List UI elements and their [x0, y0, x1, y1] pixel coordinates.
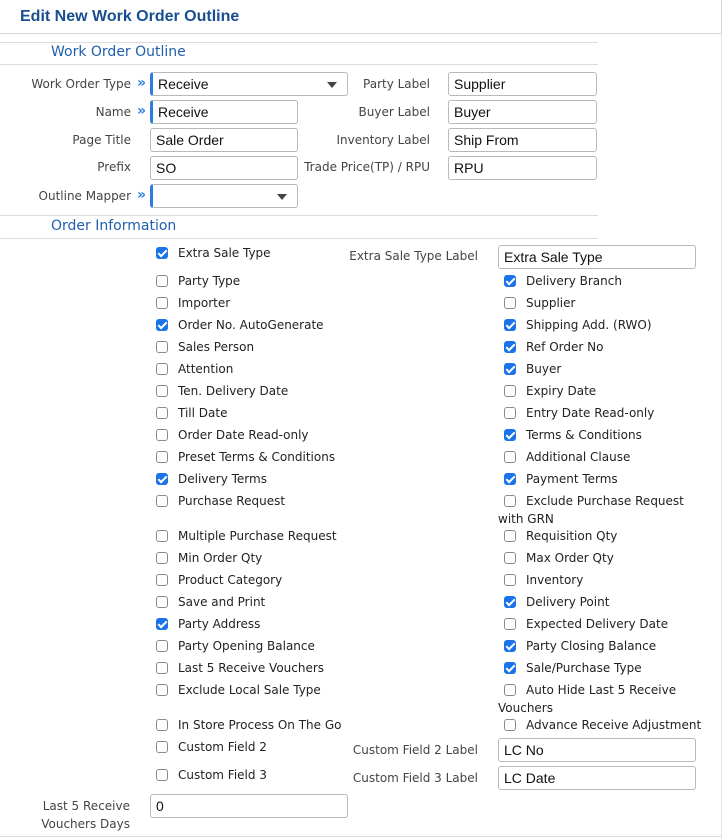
left-option-checkbox[interactable]	[156, 640, 168, 652]
left-option-checkbox-label[interactable]: In Store Process On The Go	[178, 718, 342, 732]
right-option-checkbox-label[interactable]: Supplier	[526, 296, 576, 310]
left-option-checkbox-label[interactable]: Importer	[178, 296, 231, 310]
left-option-checkbox[interactable]	[156, 297, 168, 309]
right-option-checkbox-label[interactable]: Terms & Conditions	[526, 428, 642, 442]
left-option-checkbox-label[interactable]: Till Date	[178, 406, 228, 420]
left-option-checkbox[interactable]	[156, 341, 168, 353]
left-option-checkbox-label[interactable]: Custom Field 2	[178, 740, 267, 754]
right-option-checkbox-label[interactable]: Exclude Purchase Request	[526, 494, 684, 508]
last5-days-label-line2: Vouchers Days	[41, 817, 130, 831]
right-option-checkbox[interactable]	[504, 495, 516, 507]
right-option-checkbox[interactable]	[504, 363, 516, 375]
section-heading-outline: Work Order Outline	[51, 44, 186, 60]
left-option-checkbox[interactable]	[156, 574, 168, 586]
custom-field-3-label-label: Custom Field 3 Label	[352, 771, 478, 785]
left-option-checkbox[interactable]	[156, 596, 168, 608]
left-option-checkbox-label[interactable]: Custom Field 3	[178, 768, 267, 782]
right-option-checkbox[interactable]	[504, 407, 516, 419]
left-option-checkbox[interactable]	[156, 429, 168, 441]
right-option-checkbox[interactable]	[504, 719, 516, 731]
page-title: Edit New Work Order Outline	[20, 8, 240, 25]
page-title-label: Page Title	[72, 133, 131, 147]
page-header	[0, 0, 722, 34]
left-option-checkbox-label[interactable]: Preset Terms & Conditions	[178, 450, 336, 464]
right-option-checkbox[interactable]	[504, 662, 516, 674]
trade-price-input[interactable]: RPU	[448, 156, 597, 180]
left-option-checkbox-label[interactable]: Extra Sale Type	[178, 246, 271, 260]
right-option-checkbox[interactable]	[504, 429, 516, 441]
right-option-checkbox-label[interactable]: Expiry Date	[526, 384, 597, 398]
extra-sale-type-label-input[interactable]: Extra Sale Type	[498, 245, 696, 269]
right-option-checkbox-label[interactable]: Delivery Point	[526, 595, 610, 609]
right-option-checkbox-label[interactable]: Sale/Purchase Type	[526, 661, 642, 675]
left-option-checkbox-label[interactable]: Party Address	[178, 617, 261, 631]
left-option-checkbox[interactable]	[156, 247, 168, 259]
left-option-checkbox[interactable]	[156, 719, 168, 731]
left-option-checkbox-label[interactable]: Ten. Delivery Date	[178, 384, 289, 398]
right-option-checkbox-label-cont: with GRN	[498, 512, 554, 526]
right-option-checkbox-label[interactable]: Buyer	[526, 362, 562, 376]
left-option-checkbox[interactable]	[156, 319, 168, 331]
chevron-down-icon	[277, 194, 287, 200]
left-option-checkbox[interactable]	[156, 618, 168, 630]
section-heading-order: Order Information	[51, 218, 177, 234]
left-option-checkbox[interactable]	[156, 684, 168, 696]
right-option-checkbox[interactable]	[504, 275, 516, 287]
required-arrow-icon: »	[137, 75, 145, 91]
left-option-checkbox[interactable]	[156, 495, 168, 507]
right-option-checkbox[interactable]	[504, 451, 516, 463]
left-option-checkbox[interactable]	[156, 552, 168, 564]
custom-field-3-label-input[interactable]: LC Date	[498, 766, 696, 790]
left-option-checkbox[interactable]	[156, 451, 168, 463]
page-title-input[interactable]: Sale Order	[150, 128, 298, 152]
right-option-checkbox[interactable]	[504, 574, 516, 586]
right-option-checkbox[interactable]	[504, 297, 516, 309]
page-right-border	[721, 0, 722, 840]
left-option-checkbox-label[interactable]: Min Order Qty	[178, 551, 263, 565]
buyer-label-label: Buyer Label	[358, 105, 430, 119]
left-option-checkbox-label[interactable]: Save and Print	[178, 595, 266, 609]
right-option-checkbox-label[interactable]: Max Order Qty	[526, 551, 614, 565]
name-label: Name	[95, 105, 131, 119]
left-option-checkbox[interactable]	[156, 662, 168, 674]
left-option-checkbox-label[interactable]: Order No. AutoGenerate	[178, 318, 324, 332]
section-divider	[0, 836, 722, 837]
right-option-checkbox-label-cont: Vouchers	[498, 701, 553, 715]
required-arrow-icon: »	[137, 103, 145, 119]
section-divider	[0, 42, 598, 43]
left-option-checkbox-label[interactable]: Multiple Purchase Request	[178, 529, 337, 543]
left-option-checkbox-label[interactable]: Delivery Terms	[178, 472, 267, 486]
right-option-checkbox[interactable]	[504, 596, 516, 608]
right-option-checkbox-label[interactable]: Requisition Qty	[526, 529, 618, 543]
prefix-label: Prefix	[97, 160, 131, 174]
right-option-checkbox[interactable]	[504, 640, 516, 652]
right-option-checkbox-label[interactable]: Delivery Branch	[526, 274, 622, 288]
right-option-checkbox[interactable]	[504, 319, 516, 331]
left-option-checkbox[interactable]	[156, 473, 168, 485]
inventory-label-input[interactable]: Ship From	[448, 128, 597, 152]
left-option-checkbox-label[interactable]: Purchase Request	[178, 494, 286, 508]
right-option-checkbox-label[interactable]: Auto Hide Last 5 Receive	[526, 683, 677, 697]
left-option-checkbox-label[interactable]: Sales Person	[178, 340, 255, 354]
right-option-checkbox-label[interactable]: Entry Date Read-only	[526, 406, 655, 420]
right-option-checkbox-label[interactable]: Additional Clause	[526, 450, 631, 464]
left-option-checkbox[interactable]	[156, 385, 168, 397]
last5-days-input[interactable]: 0	[150, 794, 348, 818]
right-option-checkbox[interactable]	[504, 552, 516, 564]
left-option-checkbox[interactable]	[156, 275, 168, 287]
buyer-label-input[interactable]: Buyer	[448, 100, 597, 124]
outline-mapper-label: Outline Mapper	[38, 189, 131, 203]
party-label-input[interactable]: Supplier	[448, 72, 597, 96]
required-arrow-icon: »	[137, 187, 145, 203]
right-option-checkbox-label[interactable]: Inventory	[526, 573, 584, 587]
right-option-checkbox[interactable]	[504, 618, 516, 630]
left-option-checkbox-label[interactable]: Party Type	[178, 274, 241, 288]
left-option-checkbox[interactable]	[156, 530, 168, 542]
right-option-checkbox[interactable]	[504, 341, 516, 353]
section-divider	[0, 215, 598, 216]
section-divider	[0, 238, 598, 239]
last5-days-label-line1: Last 5 Receive	[42, 799, 130, 813]
inventory-label-label: Inventory Label	[336, 133, 430, 147]
outline-mapper-select[interactable]	[150, 184, 298, 208]
name-input[interactable]: Receive	[150, 100, 298, 124]
right-option-checkbox-label[interactable]: Payment Terms	[526, 472, 618, 486]
left-option-checkbox[interactable]	[156, 741, 168, 753]
party-label-label: Party Label	[363, 77, 430, 91]
right-option-checkbox-label[interactable]: Advance Receive Adjustment	[526, 718, 702, 732]
left-option-checkbox-label[interactable]: Attention	[178, 362, 234, 376]
left-option-checkbox-label[interactable]: Exclude Local Sale Type	[178, 683, 321, 697]
trade-price-label: Trade Price(TP) / RPU	[304, 160, 430, 174]
custom-field-2-label-label: Custom Field 2 Label	[352, 743, 478, 757]
left-option-checkbox-label[interactable]: Party Opening Balance	[178, 639, 315, 653]
right-option-checkbox[interactable]	[504, 473, 516, 485]
right-option-checkbox-label[interactable]: Shipping Add. (RWO)	[526, 318, 652, 332]
right-option-checkbox-label[interactable]: Expected Delivery Date	[526, 617, 669, 631]
section-divider	[0, 64, 598, 65]
left-option-checkbox[interactable]	[156, 363, 168, 375]
right-option-checkbox[interactable]	[504, 530, 516, 542]
left-option-checkbox[interactable]	[156, 407, 168, 419]
work-order-type-label: Work Order Type	[31, 77, 131, 91]
left-option-checkbox-label[interactable]: Last 5 Receive Vouchers	[178, 661, 325, 675]
right-option-checkbox-label[interactable]: Party Closing Balance	[526, 639, 657, 653]
right-option-checkbox[interactable]	[504, 385, 516, 397]
left-option-checkbox-label[interactable]: Product Category	[178, 573, 283, 587]
extra-sale-type-label-label: Extra Sale Type Label	[349, 249, 478, 263]
left-option-checkbox-label[interactable]: Order Date Read-only	[178, 428, 309, 442]
right-option-checkbox[interactable]	[504, 684, 516, 696]
work-order-type-value: Receive	[158, 76, 209, 92]
custom-field-2-label-input[interactable]: LC No	[498, 738, 696, 762]
prefix-input[interactable]: SO	[150, 156, 298, 180]
right-option-checkbox-label[interactable]: Ref Order No	[526, 340, 604, 354]
left-option-checkbox[interactable]	[156, 769, 168, 781]
